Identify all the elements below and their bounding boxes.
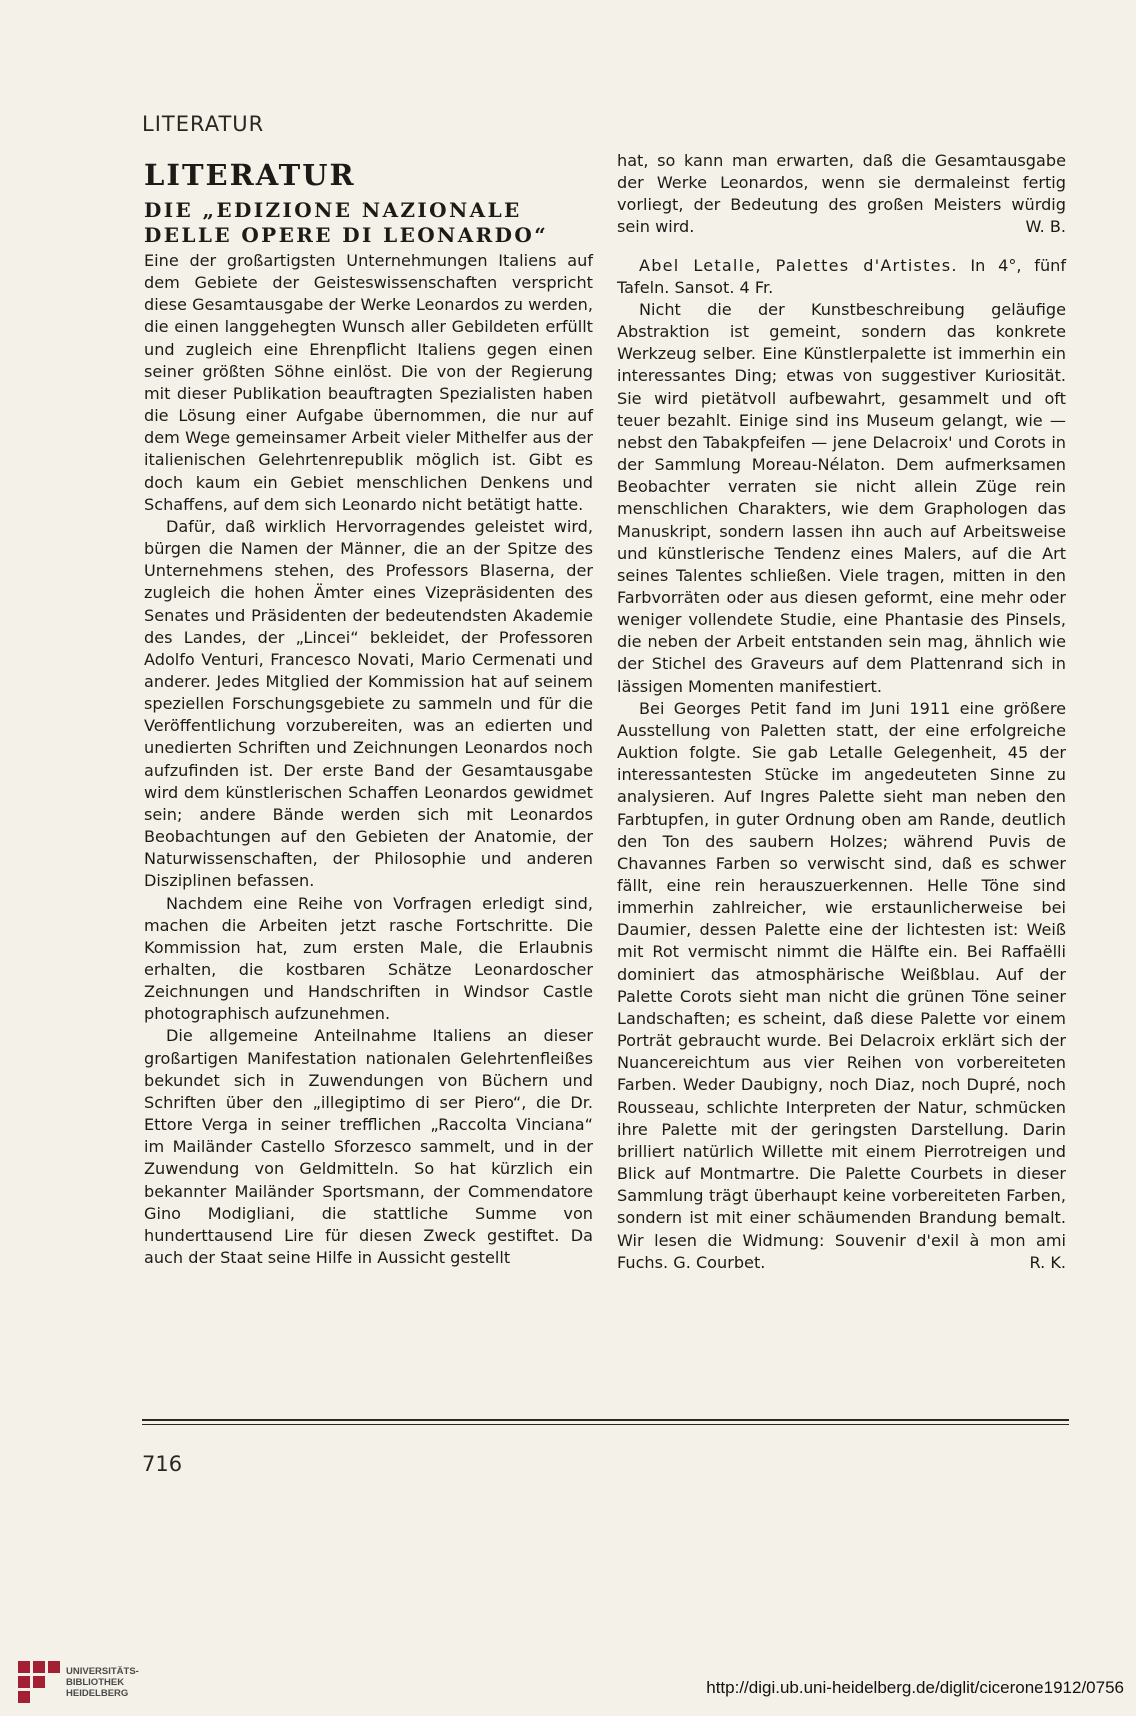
- article-paragraph-text: hat, so kann man erwarten, daß die Gesamtausgabe der Werke Leonardos, wenn sie dermaleinst fertig vorliegt, der Bedeutung des großen Meisters würdig sein wird.: [617, 151, 1066, 237]
- left-column: [144, 150, 593, 1269]
- article-paragraph: Nachdem eine Reihe von Vorfragen erledigt sind, machen die Arbeiten jetzt rasche Fortschritte. Die Kommission hat, zum ersten Male, die Erlaubnis erhalten, die kostbaren Schätze Leonardoscher Zeichnungen und Handschriften in Windsor Castle photographisch aufzunehmen.: [144, 893, 593, 1024]
- article-title-line-1: DIE „EDIZIONE NAZIONALE: [144, 198, 522, 222]
- review-details: In 4°, fünf Tafeln. Sansot. 4 Fr.: [617, 255, 1067, 297]
- review-paragraph-text: Bei Georges Petit fand im Juni 1911 eine größere Ausstellung von Paletten statt, der eine erfolgreiche Auktion folgte. Sie gab Letalle Gelegenheit, 45 der interessantesten Stücke im angedeuteten Sinne zu analysieren. Auf Ingres Palette sieht man neben den Farbtupfen, in guter Ordnung oben am Rande, deutlich den Ton des saubern Holzes; während Puvis de Chavannes Farben so verwischt sind, daß es schwer fällt, eine rein herauszuerkennen. Helle Töne sind immerhin zahlreicher, wie erstaunlicherweise bei Daumier, dessen Palette eine der lichtesten ist: Weiß mit Rot vermischt nimmt die Hälfte ein. Bei Raffaëlli dominiert das atmosphärische Weißblau. Auf der Palette Corots sieht man nicht die grünen Töne seiner Landschaften; es scheint, daß diese Palette vor einem Porträt gebraucht wurde. Bei Delacroix erklärt sich der Nuancereichtum aus vier Reihen von vorbereiteten Farben. Weder Daubigny, noch Diaz, noch Dupré, noch Rousseau, schlichte Interpreten der Natur, schmücken ihre Palette mit der geringsten Darstellung. Darin brilliert natürlich Willette mit einem Pierrotreigen und Blick auf Montmartre. Die Palette Courbets in dieser Sammlung trägt überhaupt keine vorbereiteten Farben, sondern ist mit einer schäumenden Brandung bemalt. Wir lesen die Widmung: Souvenir d'exil à mon ami Fuchs. G. Courbet.: [617, 698, 1066, 1272]
- library-logo: [18, 1661, 139, 1703]
- running-head: LITERATUR: [142, 112, 265, 136]
- review-signature: R. K.: [1029, 1252, 1066, 1272]
- article-paragraph-end: [617, 150, 1066, 239]
- review-paragraph: Nicht die der Kunstbeschreibung geläufige Abstraktion ist gemeint, sondern das konkrete Werkzeug selber. Eine Künstlerpalette ist immerhin ein interessantes Ding; etwas von suggestiver Kuriosität. Sie wird pietätvoll aufbewahrt, gesammelt und oft teuer bezahlt. Einige sind ins Museum gelangt, wie — nebst den Tabakpfeifen — jene Delacroix' und Corots in der Sammlung Moreau-Nélaton. Dem aufmerksamen Beobachter verraten sie nicht allein Züge rein menschlichen Charakters, wie dem Graphologen das Manuskript, sondern lassen ihn auch auf Arbeitsweise und künstlerische Tendenz eines Malers, auf die Art seines Talentes schließen. Viele tragen, mitten in den Farbvorräten oder aus diesen geformt, eine mehr oder weniger vollendete Studie, eine Phantasie des Pinsels, die neben der Arbeit entstanden sein mag, ähnlich wie der Stichel des Graveurs auf dem Plattenrand sich in lässigen Momenten manifestiert.: [617, 299, 1066, 696]
- library-name: [66, 1666, 139, 1699]
- article-signature: W. B.: [1025, 217, 1066, 237]
- article-paragraph: Dafür, daß wirklich Hervorragendes geleistet wird, bürgen die Namen der Männer, die an der Spitze des Unternehmens stehen, des Professors Blaserna, der zugleich die hohen Ämter eines Vizepräsidenten des Senates und Präsidenten der bedeutendsten Akademie des Landes, der „Lincei“ bekleidet, der Professoren Adolfo Venturi, Francesco Novati, Mario Cermenati und anderer. Jedes Mitglied der Kommission hat auf seinem speziellen Forschungsgebiete zu sammeln und für die Veröffentlichung vorzubereiten, was an edierten und unedierten Schriften und Zeichnungen Leonardos noch aufzufinden ist. Der erste Band der Gesamtausgabe wird dem künstlerischen Schaffen Leonardos gewidmet sein; andere Bände werden sich mit Leonardos Beobachtungen auf den Gebieten der Anatomie, der Naturwissenschaften, der Philosophie und anderen Disziplinen befassen.: [144, 516, 593, 891]
- library-name-line: UNIVERSITÄTS-: [66, 1665, 139, 1677]
- library-name-line: BIBLIOTHEK: [66, 1676, 125, 1688]
- library-name-line: HEIDELBERG: [66, 1687, 129, 1699]
- review-heading: [617, 255, 1066, 299]
- library-logo-icon: [18, 1661, 60, 1703]
- right-column: [617, 150, 1066, 1274]
- section-title: LITERATUR: [144, 158, 356, 192]
- source-url[interactable]: http://digi.ub.uni-heidelberg.de/diglit/cicerone1912/0756: [706, 1678, 1124, 1697]
- review-author-title: Abel Letalle, Palettes d'Artistes.: [639, 255, 958, 275]
- article-paragraph: Eine der großartigsten Unternehmungen Italiens auf dem Gebiete der Geisteswissenschaften verspricht diese Gesamtausgabe der Werke Leonardos zu werden, die einen langgehegten Wunsch aller Gebildeten erfüllt und zugleich eine Ehrenpflicht Italiens gegen einen seiner größten Söhne einlöst. Die von der Regierung mit dieser Publikation beauftragten Spezialisten haben die Lösung einer Aufgabe übernommen, die nur auf dem Wege gemeinsamer Arbeit vieler Mithelfer aus der italienischen Gelehrtenrepublik möglich ist. Gibt es doch kaum ein Gebiet menschlichen Denkens und Schaffens, auf dem sich Leonardo nicht betätigt hatte.: [144, 251, 593, 514]
- article-paragraph-text: Die allgemeine Anteilnahme Italiens an dieser großartigen Manifestation nationalen Gelehrtenfleißes bekundet sich in Zuwendungen von Büchern und Schriften über den „illegiptimo di ser Piero“, die Dr. Ettore Verga in seiner trefflichen „Raccolta Vinciana“ im Mailänder Castello Sforzesco sammelt, und in der Zuwendung von Geldmitteln. So hat kürzlich ein bekannter Mailänder Sportsmann, der Commendatore Gino Modigliani, die stattliche Summe von hunderttausend Lire für diesen Zweck gestiftet. Da auch der Staat seine Hilfe in Aussicht gestellt: [144, 1026, 593, 1268]
- article-title: [144, 198, 593, 248]
- footer-double-rule: [142, 1419, 1069, 1425]
- review-paragraph-final: [617, 698, 1066, 1274]
- article-paragraph-continued: [144, 1025, 593, 1269]
- article-title-line-2: DELLE OPERE DI LEONARDO“: [144, 223, 549, 247]
- page-number: 716: [142, 1452, 183, 1476]
